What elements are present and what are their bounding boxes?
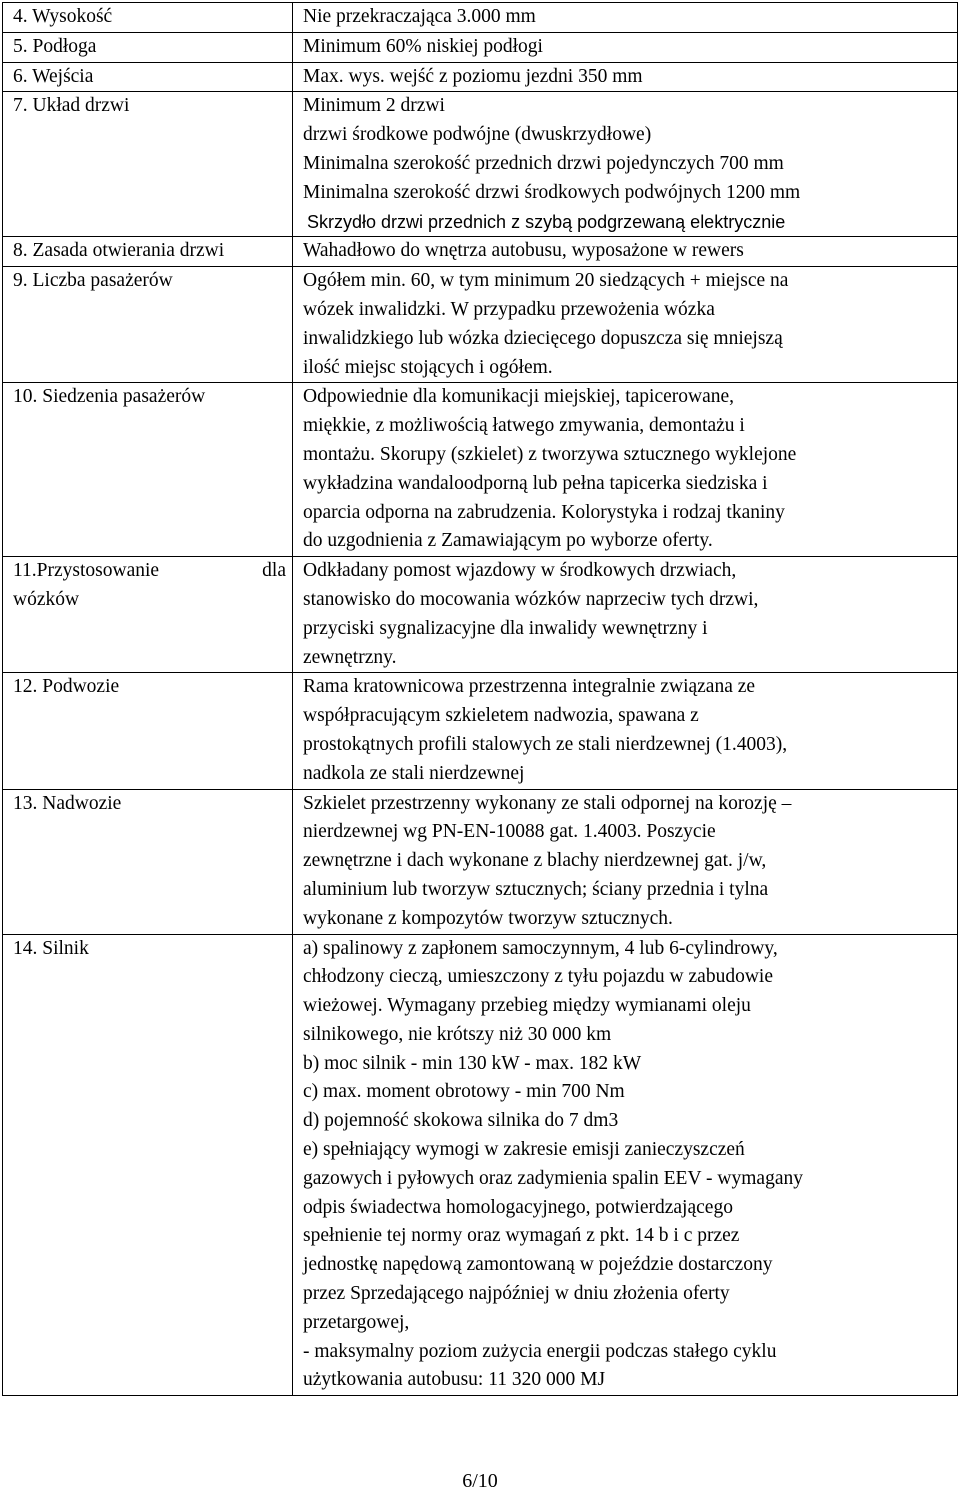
value-line: Minimum 2 drzwi (303, 95, 445, 117)
label-line: wózków (13, 588, 80, 610)
value-line: nadkola ze stali nierdzewnej (303, 762, 525, 784)
value-line: Nie przekraczająca 3.000 mm (303, 6, 536, 27)
row-value (293, 934, 958, 1396)
row-label: 8. Zasada otwierania drzwi (3, 237, 293, 267)
value-line: inwalidzkiego lub wózka dziecięcego dopuszcza się mniejszą (303, 327, 783, 349)
value-line: b) moc silnik - min 130 kW - max. 182 kW (303, 1052, 642, 1074)
value-line: użytkowania autobusu: 11 320 000 MJ (303, 1369, 606, 1391)
value-line: d) pojemność skokowa silnika do 7 dm3 (303, 1110, 619, 1132)
value-line: jednostkę napędową zamontowaną w pojeździe dostarczony (303, 1254, 773, 1276)
value-line: spełnienie tej normy oraz wymagań z pkt. 14 b i c przez (303, 1225, 740, 1247)
value-line: prostokątnych profili stalowych ze stali nierdzewnej (1.4003), (303, 733, 788, 755)
value-line: wykładzina wandaloodporną lub pełna tapicerka siedziska i (303, 472, 768, 494)
value-line: Szkielet przestrzenny wykonany ze stali odpornej na korozję – (303, 792, 792, 814)
value-line: a) spalinowy z zapłonem samoczynnym, 4 lub 6-cylindrowy, (303, 937, 778, 959)
value-line: miękkie, z możliwością łatwego zmywania, demontażu i (303, 415, 745, 437)
row-label (3, 557, 293, 673)
row-label: 10. Siedzenia pasażerów (3, 383, 293, 557)
row-height (3, 3, 958, 33)
value-line: montażu. Skorupy (szkielet) z tworzywa sztucznego wyklejone (303, 443, 797, 465)
value-line: e) spełniający wymogi w zakresie emisji zanieczyszczeń (303, 1139, 745, 1161)
row-value (293, 3, 958, 33)
row-label: 6. Wejścia (3, 62, 293, 92)
row-value (293, 383, 958, 557)
row-value (293, 673, 958, 789)
row-value (293, 789, 958, 934)
value-line: stanowisko do mocowania wózków naprzeciw tych drzwi, (303, 588, 759, 610)
value-line: Skrzydło drzwi przednich z szybą podgrzewaną elektrycznie (307, 211, 786, 232)
value-line: odpis świadectwa homologacyjnego, potwierdzającego (303, 1196, 733, 1218)
row-wheelchair (3, 557, 958, 673)
row-entrances (3, 62, 958, 92)
row-label: 7. Układ drzwi (3, 92, 293, 237)
row-label: 5. Podłoga (3, 32, 293, 62)
label-part: dla (262, 560, 286, 582)
row-value (293, 92, 958, 237)
row-label: 9. Liczba pasażerów (3, 267, 293, 383)
value-line: przyciski sygnalizacyjne dla inwalidy wewnętrzny i (303, 617, 708, 639)
value-line: gazowych i pyłowych oraz zadymienia spalin EEV - wymagany (303, 1167, 803, 1189)
row-door-opening (3, 237, 958, 267)
value-line: do uzgodnienia z Zamawiającym po wyborze oferty. (303, 530, 713, 552)
value-line: wykonane z kompozytów tworzyw sztucznych. (303, 907, 673, 929)
value-line: Wahadłowo do wnętrza autobusu, wyposażone w rewers (303, 240, 744, 262)
value-line: chłodzony cieczą, umieszczony z tyłu pojazdu w zabudowie (303, 966, 773, 988)
value-line: przetargowej, (303, 1311, 410, 1333)
value-line: Minimum 60% niskiej podłogi (303, 35, 543, 57)
row-label: 12. Podwozie (3, 673, 293, 789)
value-line: Odpowiednie dla komunikacji miejskiej, tapicerowane, (303, 386, 735, 408)
value-line: c) max. moment obrotowy - min 700 Nm (303, 1081, 625, 1103)
row-value (293, 32, 958, 62)
row-seats (3, 383, 958, 557)
value-line: Ogółem min. 60, w tym minimum 20 siedzących + miejsce na (303, 270, 789, 292)
row-floor (3, 32, 958, 62)
row-chassis (3, 673, 958, 789)
label-part: 11.Przystosowanie (13, 560, 160, 582)
spec-table (2, 2, 958, 1396)
value-line: drzwi środkowe podwójne (dwuskrzydłowe) (303, 124, 652, 146)
row-passengers (3, 267, 958, 383)
value-line: oparcia odporna na zabrudzenia. Kolorystyka i rodzaj tkaniny (303, 501, 785, 523)
value-line: zewnętrzny. (303, 646, 397, 668)
row-value (293, 267, 958, 383)
value-line: przez Sprzedającego najpóźniej w dniu złożenia oferty (303, 1283, 730, 1305)
row-label: 13. Nadwozie (3, 789, 293, 934)
value-line: ilość miejsc stojących i ogółem. (303, 356, 553, 378)
row-engine (3, 934, 958, 1396)
row-body (3, 789, 958, 934)
value-line: Max. wys. wejść z poziomu jezdni 350 mm (303, 65, 643, 87)
label-line (13, 557, 286, 586)
row-value (293, 62, 958, 92)
page-number: 6/10 (462, 1470, 498, 1492)
value-line: - maksymalny poziom zużycia energii podczas stałego cyklu (303, 1340, 777, 1362)
value-line: wieżowej. Wymagany przebieg między wymianami oleju (303, 995, 751, 1017)
value-line: nierdzewnej wg PN-EN-10088 gat. 1.4003. Poszycie (303, 821, 716, 843)
row-label: 4. Wysokość (3, 3, 293, 33)
value-line: Minimalna szerokość przednich drzwi pojedynczych 700 mm (303, 152, 784, 174)
value-line: aluminium lub tworzyw sztucznych; ściany przednia i tylna (303, 878, 769, 900)
row-value (293, 557, 958, 673)
value-line: Minimalna szerokość drzwi środkowych podwójnych 1200 mm (303, 181, 801, 203)
value-line: współpracującym szkieletem nadwozia, spawana z (303, 705, 699, 727)
row-door-layout (3, 92, 958, 237)
value-line: Odkładany pomost wjazdowy w środkowych drzwiach, (303, 560, 737, 582)
value-line: Rama kratownicowa przestrzenna integralnie związana ze (303, 676, 756, 698)
row-label: 14. Silnik (3, 934, 293, 1396)
value-line: silnikowego, nie krótszy niż 30 000 km (303, 1023, 612, 1045)
row-value (293, 237, 958, 267)
value-line: wózek inwalidzki. W przypadku przewożenia wózka (303, 298, 715, 320)
value-line: zewnętrzne i dach wykonane z blachy nierdzewnej gat. j/w, (303, 850, 767, 872)
